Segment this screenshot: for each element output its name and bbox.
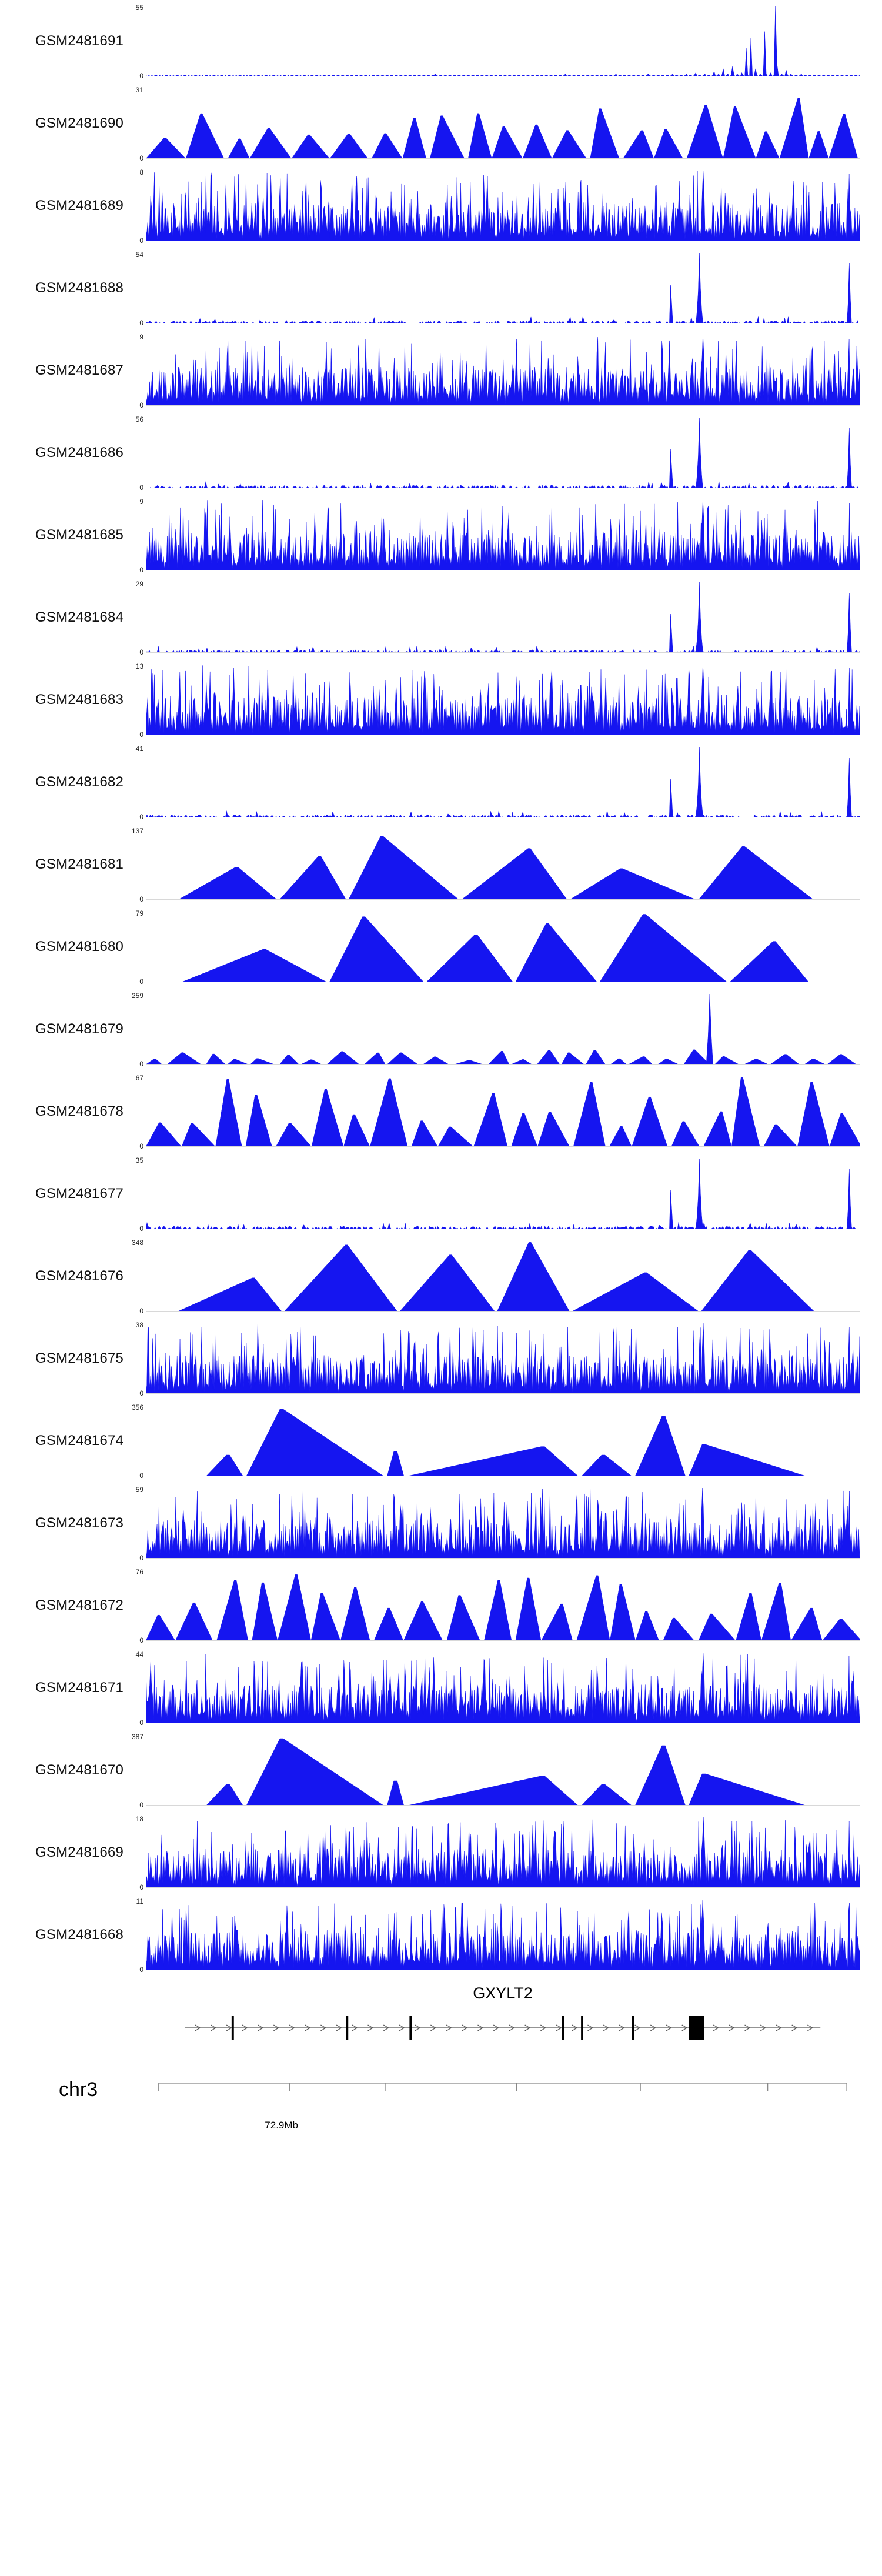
track-plot-area — [135, 1321, 860, 1397]
coverage-track — [0, 1400, 882, 1482]
track-sample-label: GSM2481668 — [35, 1927, 124, 1943]
gene-annotation-inner — [146, 1976, 860, 2064]
track-plot-area — [135, 1815, 860, 1891]
track-sample-label: GSM2481691 — [35, 33, 124, 49]
track-axis-max-label: 348 — [131, 1239, 143, 1247]
track-axis-min-label: 0 — [139, 483, 143, 492]
track-axis-min-label: 0 — [139, 1142, 143, 1150]
track-axis-max-label: 11 — [136, 1897, 143, 1906]
track-plot-area — [135, 580, 860, 656]
track-baseline — [146, 1146, 860, 1147]
track-plot-area — [135, 1486, 860, 1562]
coverage-area-path — [146, 1406, 860, 1476]
track-axis-min-label: 0 — [139, 648, 143, 656]
track-plot-area — [139, 498, 860, 574]
coverage-area-path — [146, 1570, 860, 1641]
track-plot-area — [131, 992, 860, 1068]
track-axis-max-label: 9 — [139, 498, 143, 506]
coverage-track — [0, 165, 882, 247]
coverage-track — [0, 1811, 882, 1894]
coverage-track — [0, 1894, 882, 1976]
track-sample-label: GSM2481680 — [35, 939, 124, 955]
track-plot-area — [139, 333, 860, 409]
coverage-area-path — [146, 500, 860, 570]
track-plot-area — [135, 909, 860, 986]
coverage-area-path — [146, 253, 860, 323]
coverage-track — [0, 576, 882, 659]
coverage-track — [0, 823, 882, 906]
gene-name-label: GXYLT2 — [473, 1984, 533, 2002]
track-plot-area — [135, 251, 860, 327]
coverage-area-path — [146, 1817, 860, 1888]
axis-tick-label: 72.9Mb — [265, 2120, 299, 2131]
track-axis-max-label: 13 — [135, 662, 143, 670]
track-baseline — [146, 158, 860, 159]
track-sample-label: GSM2481678 — [35, 1103, 124, 1119]
track-baseline — [146, 1393, 860, 1394]
track-sample-label: GSM2481686 — [35, 445, 124, 461]
coverage-area-path — [146, 1323, 860, 1394]
track-sample-label: GSM2481669 — [35, 1844, 124, 1860]
track-axis-min-label: 0 — [139, 895, 143, 903]
track-sample-label: GSM2481671 — [35, 1680, 124, 1696]
track-sample-label: GSM2481675 — [35, 1350, 124, 1366]
coverage-area-path — [146, 1900, 860, 1970]
track-axis-max-label: 18 — [135, 1815, 143, 1823]
track-axis-max-label: 9 — [139, 333, 143, 341]
track-axis-max-label: 44 — [135, 1650, 143, 1659]
track-axis-max-label: 76 — [135, 1568, 143, 1576]
track-axis-min-label: 0 — [139, 813, 143, 821]
coverage-area-path — [146, 665, 860, 735]
coverage-track — [0, 741, 882, 823]
coverage-area-path — [146, 1488, 860, 1559]
track-plot-area — [135, 1156, 860, 1233]
coverage-track — [0, 247, 882, 329]
track-baseline — [146, 1064, 860, 1065]
track-axis-min-label: 0 — [139, 566, 143, 574]
track-plot-area — [135, 1568, 860, 1644]
track-axis-min-label: 0 — [139, 1471, 143, 1480]
track-axis-max-label: 29 — [135, 580, 143, 588]
track-sample-label: GSM2481676 — [35, 1268, 124, 1284]
track-sample-label: GSM2481677 — [35, 1186, 124, 1202]
track-sample-label: GSM2481672 — [35, 1597, 124, 1613]
track-sample-label: GSM2481684 — [35, 609, 124, 625]
track-baseline — [146, 652, 860, 653]
track-sample-label: GSM2481673 — [35, 1515, 124, 1531]
track-axis-min-label: 0 — [139, 236, 143, 245]
track-axis-min-label: 0 — [139, 1801, 143, 1809]
coverage-area-path — [146, 1735, 860, 1806]
coverage-track — [0, 1153, 882, 1235]
track-baseline — [146, 1558, 860, 1559]
track-plot-area — [131, 1403, 860, 1480]
coverage-area-path — [146, 335, 860, 406]
track-axis-max-label: 387 — [131, 1733, 143, 1741]
track-axis-max-label: 259 — [131, 992, 143, 1000]
track-plot-area — [135, 415, 860, 492]
track-sample-label: GSM2481689 — [35, 198, 124, 213]
track-plot-area — [135, 86, 860, 162]
track-axis-max-label: 54 — [135, 251, 143, 259]
track-sample-label: GSM2481670 — [35, 1762, 124, 1778]
axis-ruler-icon — [146, 2070, 860, 2117]
coverage-track — [0, 1647, 882, 1729]
track-axis-min-label: 0 — [139, 977, 143, 986]
coverage-track — [0, 1317, 882, 1400]
track-sample-label: GSM2481683 — [35, 692, 124, 708]
track-axis-min-label: 0 — [139, 1389, 143, 1397]
coverage-track — [0, 412, 882, 494]
coverage-area-path — [146, 1241, 860, 1312]
track-axis-min-label: 0 — [139, 154, 143, 162]
track-axis-min-label: 0 — [139, 1224, 143, 1233]
track-axis-max-label: 137 — [131, 827, 143, 835]
track-axis-min-label: 0 — [139, 1060, 143, 1068]
track-sample-label: GSM2481674 — [35, 1433, 124, 1449]
track-axis-min-label: 0 — [139, 1883, 143, 1891]
coverage-area-path — [146, 747, 860, 817]
track-axis-min-label: 0 — [139, 1554, 143, 1562]
track-sample-label: GSM2481690 — [35, 115, 124, 131]
track-axis-max-label: 41 — [135, 745, 143, 753]
gene-annotation-panel — [0, 1976, 882, 2064]
coverage-track — [0, 1482, 882, 1564]
chromosome-axis-panel — [0, 2064, 882, 2158]
coverage-track — [0, 1070, 882, 1153]
chromosome-axis-inner — [146, 2070, 860, 2158]
coverage-track — [0, 82, 882, 165]
coverage-area-path — [146, 912, 860, 982]
track-axis-min-label: 0 — [139, 72, 143, 80]
track-plot-area — [139, 168, 860, 245]
track-axis-min-label: 0 — [139, 730, 143, 739]
track-sample-label: GSM2481688 — [35, 280, 124, 296]
track-plot-area — [131, 827, 860, 903]
coverage-track — [0, 659, 882, 741]
track-axis-max-label: 55 — [135, 4, 143, 12]
track-axis-max-label: 59 — [135, 1486, 143, 1494]
coverage-track — [0, 329, 882, 412]
coverage-area-path — [146, 1653, 860, 1723]
coverage-track — [0, 988, 882, 1070]
track-axis-max-label: 31 — [135, 86, 143, 94]
track-axis-max-label: 79 — [135, 909, 143, 917]
coverage-area-path — [146, 6, 860, 76]
track-sample-label: GSM2481682 — [35, 774, 124, 790]
coverage-area-path — [146, 829, 860, 900]
track-axis-max-label: 67 — [135, 1074, 143, 1082]
coverage-track — [0, 906, 882, 988]
gene-model-icon — [146, 2010, 860, 2046]
coverage-area-path — [146, 88, 860, 159]
track-plot-area — [135, 1650, 860, 1727]
track-axis-min-label: 0 — [139, 1636, 143, 1644]
track-axis-min-label: 0 — [139, 1719, 143, 1727]
track-plot-area — [135, 4, 860, 80]
track-sample-label: GSM2481681 — [35, 856, 124, 872]
coverage-area-path — [146, 171, 860, 241]
track-axis-max-label: 35 — [135, 1156, 143, 1164]
track-sample-label: GSM2481685 — [35, 527, 124, 543]
track-axis-min-label: 0 — [139, 319, 143, 327]
track-axis-max-label: 8 — [139, 168, 143, 176]
track-axis-max-label: 38 — [135, 1321, 143, 1329]
track-baseline — [146, 405, 860, 406]
coverage-area-path — [146, 418, 860, 488]
track-plot-area — [135, 1074, 860, 1150]
track-axis-min-label: 0 — [139, 401, 143, 409]
track-plot-area — [131, 1239, 860, 1315]
coverage-track — [0, 1729, 882, 1811]
coverage-area-path — [146, 582, 860, 653]
coverage-area-path — [146, 1076, 860, 1147]
coverage-area-path — [146, 1159, 860, 1229]
track-baseline — [146, 1805, 860, 1806]
coverage-track — [0, 1235, 882, 1317]
coverage-track — [0, 0, 882, 82]
track-axis-max-label: 356 — [131, 1403, 143, 1412]
chromosome-label: chr3 — [59, 2078, 98, 2101]
track-plot-area — [135, 745, 860, 821]
track-plot-area — [136, 1897, 860, 1974]
track-plot-area — [131, 1733, 860, 1809]
track-baseline — [146, 899, 860, 900]
track-axis-max-label: 56 — [135, 415, 143, 423]
track-baseline — [146, 1311, 860, 1312]
track-plot-area — [135, 662, 860, 739]
coverage-track — [0, 494, 882, 576]
track-baseline — [146, 1640, 860, 1641]
coverage-area-path — [146, 994, 860, 1065]
track-sample-label: GSM2481687 — [35, 362, 124, 378]
track-baseline — [146, 1887, 860, 1888]
track-axis-min-label: 0 — [139, 1966, 143, 1974]
coverage-track — [0, 1564, 882, 1647]
track-sample-label: GSM2481679 — [35, 1021, 124, 1037]
track-axis-min-label: 0 — [139, 1307, 143, 1315]
